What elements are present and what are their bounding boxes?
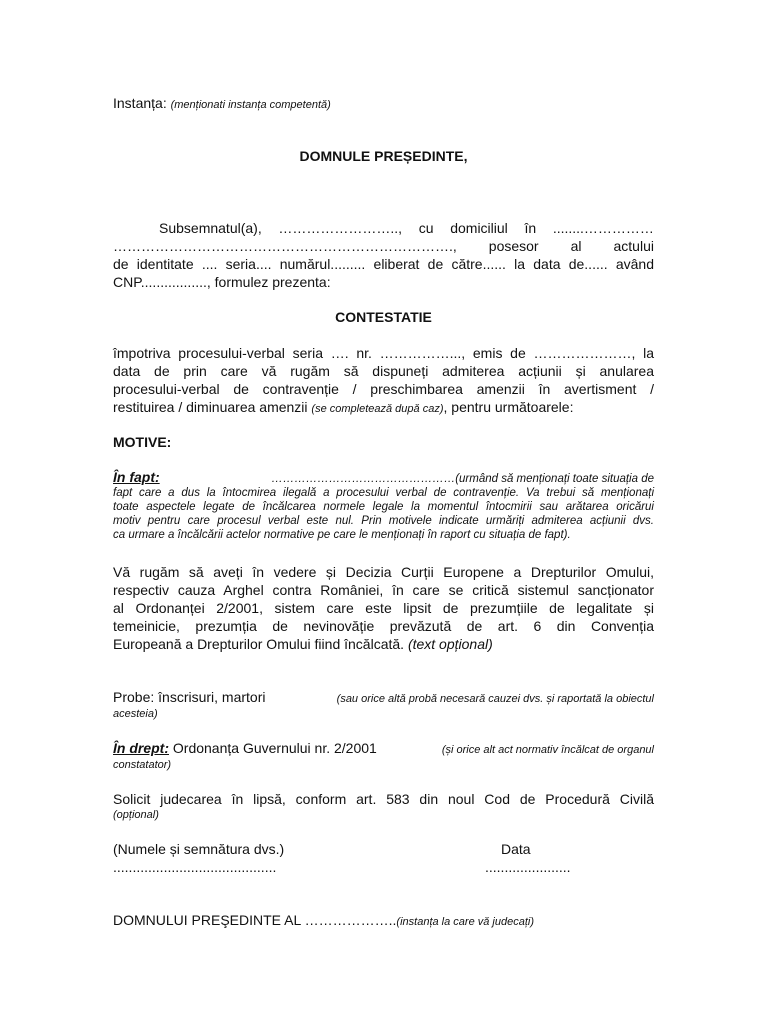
in-drept-text: Ordonanța Guvernului nr. 2/2001	[172, 740, 377, 756]
in-fapt-line-5: ca urmare a încălcării actelor normative pe care le menționați în raport cu situația de fapt).	[113, 529, 571, 541]
name-signature-label: (Numele și semnătura dvs.)	[113, 841, 285, 857]
in-drept-paragraph	[113, 739, 654, 773]
in-drept-label: În drept:	[113, 740, 169, 756]
in-fapt-line-3: toate aspectele legate de încălcarea normele legale la momentul întocmirii sau arătarea oricărui	[113, 501, 654, 513]
probe-note-2: acesteia)	[113, 708, 158, 720]
instanta-label: Instanța:	[113, 95, 167, 111]
contestatie-title: CONTESTATIE	[335, 309, 432, 325]
probe-label: Probe: înscrisuri, martori	[113, 689, 266, 705]
solicit-line-2: (opțional)	[113, 809, 159, 821]
impotriva-line-3: procesului-verbal de contravenție / preschimbarea amenzii în avertisment /	[113, 381, 654, 397]
date-dots: ......................	[485, 859, 571, 875]
impotriva-line-1: împotriva procesului-verbal seria …. nr. ……………..., emis de …………………, la	[113, 345, 654, 361]
intro-paragraph	[113, 219, 654, 291]
instanta-line	[113, 94, 654, 114]
cedo-line-1: Vă rugăm să aveți în vedere și Decizia Curții Europene a Drepturilor Omului,	[113, 564, 654, 580]
intro-line-4: CNP................., formulez prezenta:	[113, 274, 331, 290]
probe-paragraph	[113, 688, 654, 722]
addressee-line	[113, 911, 654, 930]
impotriva-paragraph	[113, 344, 654, 418]
date-block	[485, 840, 571, 876]
intro-line-2: ………………………………………………………………., posesor al actului	[113, 238, 654, 254]
solicit-line-1: Solicit judecarea în lipsă, conform art. 583 din noul Cod de Procedură Civilă	[113, 791, 654, 807]
in-fapt-line-2: fapt care a dus la întocmirea ilegală a procesului verbal de contravenție. Va trebui să menționați	[113, 487, 654, 499]
in-drept-note-1: (și orice alt act normativ încălcat de organul	[441, 744, 654, 756]
intro-line-3: de identitate .... seria.... numărul......... eliberat de către...... la data de...... având	[113, 256, 654, 272]
impotriva-line-4: restituirea / diminuarea amenzii (se completează după caz), pentru următoarele:	[113, 399, 574, 415]
cedo-paragraph	[113, 563, 654, 653]
cedo-line-2: respectiv cauza Arghel contra României, în care se critică sistemul sancționator	[113, 582, 654, 598]
in-fapt-label: În fapt:	[113, 469, 160, 485]
impotriva-line-2: data de prin care vă rugăm să dispuneți admiterea acțiunii și anularea	[113, 363, 654, 379]
addressee-text: DOMNULUI PREŞEDINTE AL ………………..	[113, 912, 397, 928]
instanta-hint: (menționati instanța competentă)	[170, 99, 331, 111]
date-label: Data	[501, 841, 531, 857]
in-fapt-line-4: motiv pentru care procesul verbal este nul. Prin motivele indicate urmăriți admiterea acțiunii dvs.	[113, 515, 654, 527]
addressee-note: (instanța la care vă judecați)	[396, 916, 534, 928]
in-fapt-line-1: În fapt: …………………………………………(urmând să menționați toate situația de	[113, 469, 654, 485]
cedo-line-4: temeinicie, prezumția de nevinovăție prevăzută de art. 6 din Convenția	[113, 618, 654, 634]
probe-note-1: (sau orice altă probă necesară cauzei dvs. și raportată la obiectul	[336, 693, 654, 705]
solicit-paragraph	[113, 790, 654, 822]
intro-line-1: Subsemnatul(a), …………………….., cu domiciliul în ........……………	[159, 220, 654, 236]
document-title: DOMNULE PREȘEDINTE,	[299, 148, 468, 164]
name-signature-dots: ..........................................	[113, 859, 277, 875]
cedo-line-3: al Ordonanței 2/2001, sistem care este lipsit de prezumțiile de legalitate și	[113, 600, 654, 616]
in-fapt-paragraph	[113, 468, 654, 542]
signature-block	[113, 840, 284, 876]
cedo-line-5: Europeană a Drepturilor Omului fiind încălcată. (text opțional)	[113, 636, 493, 652]
in-drept-note-2: constatator)	[113, 759, 172, 771]
motive-title: MOTIVE:	[113, 434, 172, 450]
